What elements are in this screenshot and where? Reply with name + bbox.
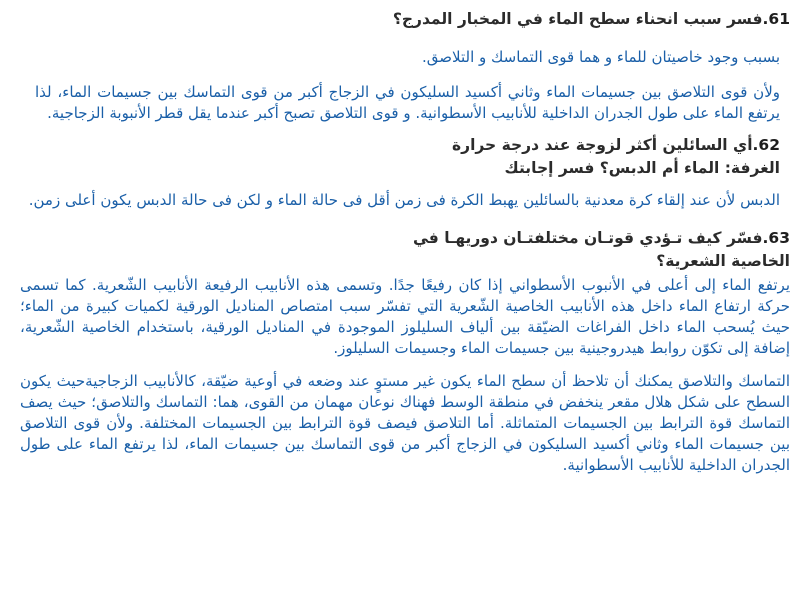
answer-63-part-1: يرتفع الماء إلى أعلى في الأنبوب الأسطواني إذا كان رفيعًا جدًا. وتسمى هذه الأنابيب الرفيعة الأنابيب الشّعرية. كما تسمى حركة ارتفاع الماء داخل هذه الأنابيب الخاصية الشّعرية التي تفسّر سبب امتصاص المناديل الورقية لكميات كبيرة من الماء؛ حيث يُسحب الماء داخل الفراغات الضيّقة بين ألياف السليلوز الموجودة في المناديل الورقية، باستخدام الخاصية الشّعرية، إضافة إلى تكوّن روابط هيدروجينية بين جسيمات الماء وجسيمات السليلوز.: [20, 276, 790, 357]
question-61-number: 61.: [762, 10, 790, 28]
question-62-number: 62.: [752, 136, 780, 154]
answer-62: الدبس لأن عند إلقاء كرة معدنية بالسائلين يهبط الكرة فى زمن أقل فى حالة الماء و لكن فى حالة الدبس يكون أعلى زمن.: [28, 191, 780, 209]
question-61-text: فسر سبب انحناء سطح الماء في المخبار المدرج؟: [392, 10, 763, 28]
question-63-text: فسّر كيف تـؤدي قوتـان مختلفتـان دوريهـا في الخاصية الشعرية؟: [412, 229, 790, 270]
answer-61-part-2: ولأن قوى التلاصق بين جسيمات الماء وثاني أكسيد السليكون في الزجاج أكبر من قوى التماسك بين جسيمات الماء، لذا يرتفع الماء على طول الجدران الداخلية للأنابيب الأسطوانية. و قوى التلاصق تصبح أكبر عندما يقل قطر الأنبوبة الزجاجية.: [35, 83, 780, 122]
question-62-text: أي السائلين أكثر لزوجة عند درجة حرارة الغرفة: الماء أم الدبس؟ فسر إجابتك: [452, 136, 780, 177]
answer-63-part-2: التماسك والتلاصق يمكنك أن تلاحظ أن سطح الماء يكون غير مستوٍ عند وضعه في أوعية ضيّقة، كالأنابيب الزجاجيةحيث يكون السطح على شكل هلال مقعر ينخفض في منطقة الوسط فهناك نوعان مهمان من القوى، هما: التماسك والتلاصق؛ حيث يصف التماسك قوة الترابط بين الجسيمات المتماثلة. أما التلاصق فيصف قوة الترابط بين الجسيمات المختلفة. ولأن قوى التلاصق بين جسيمات الماء وثاني أكسيد السليكون في الزجاج أكبر من قوى التماسك بين جسيمات الماء، لذا يرتفع الماء على طول الجدران الداخلية للأنابيب الأسطوانية.: [20, 372, 790, 474]
question-62: [400, 134, 780, 180]
question-61: [20, 8, 790, 31]
question-63-number: 63.: [762, 229, 790, 247]
question-63: [410, 227, 790, 273]
worksheet-page: [20, 8, 790, 476]
answer-61-part-1: بسبب وجود خاصيتان للماء و هما قوى التماسك و التلاصق.: [422, 48, 780, 66]
